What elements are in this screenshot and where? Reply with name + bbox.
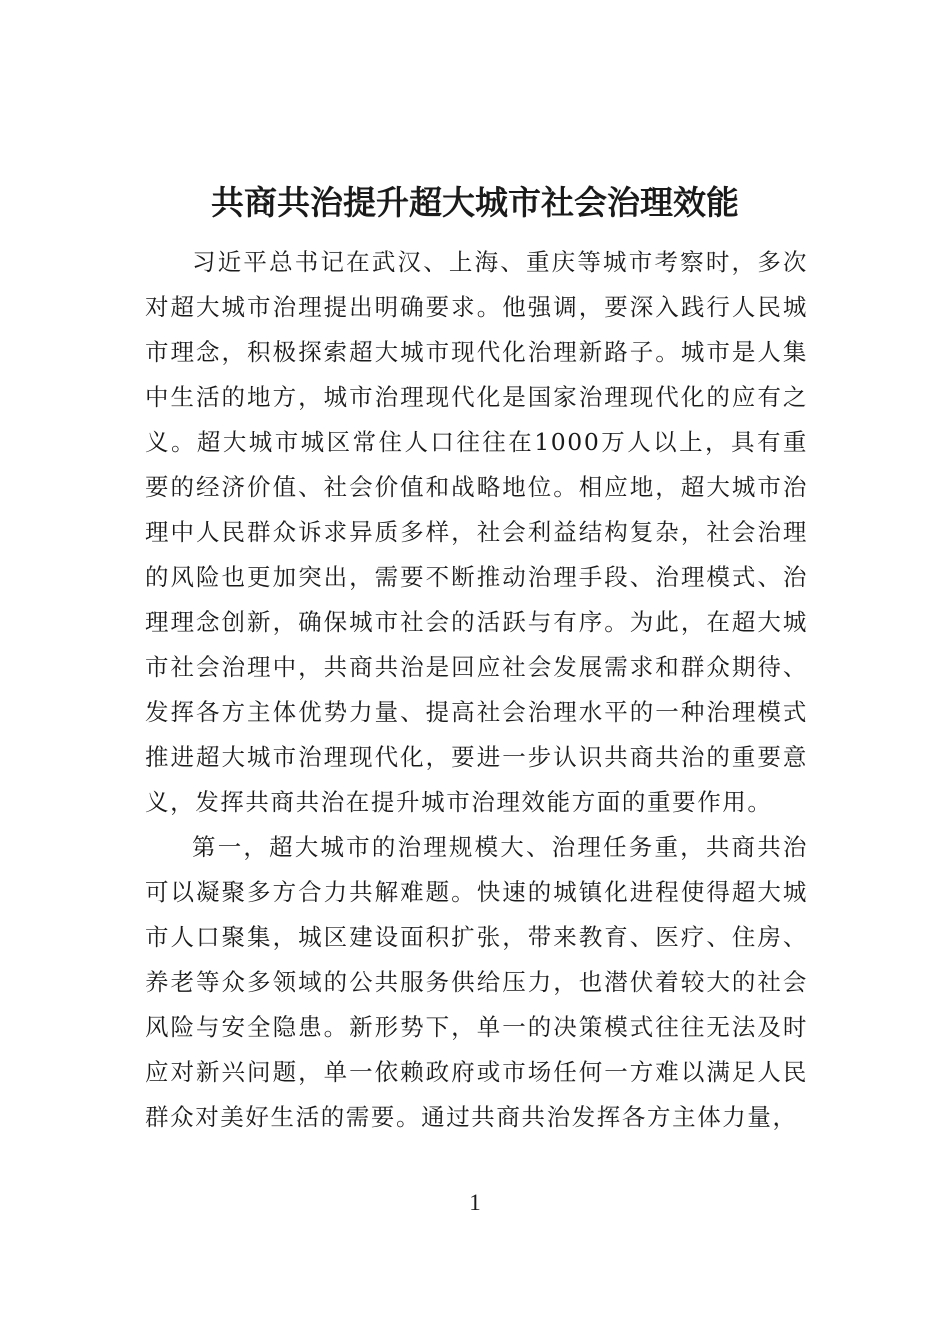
page-number: 1 (469, 1190, 481, 1215)
document-body (145, 240, 808, 1140)
paragraph-2: 第一，超大城市的治理规模大、治理任务重，共商共治可以凝聚多方合力共解难题。快速的城镇化进程使得超大城市人口聚集，城区建设面积扩张，带来教育、医疗、住房、养老等众多领域的公共服务供给压力，也潜伏着较大的社会风险与安全隐患。新形势下，单一的决策模式往往无法及时应对新兴问题，单一依赖政府或市场任何一方难以满足人民群众对美好生活的需要。通过共商共治发挥各方主体力量， (145, 833, 808, 1131)
page-title: 共商共治提升超大城市社会治理效能 (211, 183, 739, 222)
paragraph-1: 习近平总书记在武汉、上海、重庆等城市考察时，多次对超大城市治理提出明确要求。他强调，要深入践行人民城市理念，积极探索超大城市现代化治理新路子。城市是人集中生活的地方，城市治理现代化是国家治理现代化的应有之义。超大城市城区常住人口往往在1000万人以上，具有重要的经济价值、社会价值和战略地位。相应地，超大城市治理中人民群众诉求异质多样，社会利益结构复杂，社会治理的风险也更加突出，需要不断推动治理手段、治理模式、治理理念创新，确保城市社会的活跃与有序。为此，在超大城市社会治理中，共商共治是回应社会发展需求和群众期待、发挥各方主体优势力量、提高社会治理水平的一种治理模式推进超大城市治理现代化，要进一步认识共商共治的重要意义，发挥共商共治在提升城市治理效能方面的重要作用。 (145, 248, 808, 816)
